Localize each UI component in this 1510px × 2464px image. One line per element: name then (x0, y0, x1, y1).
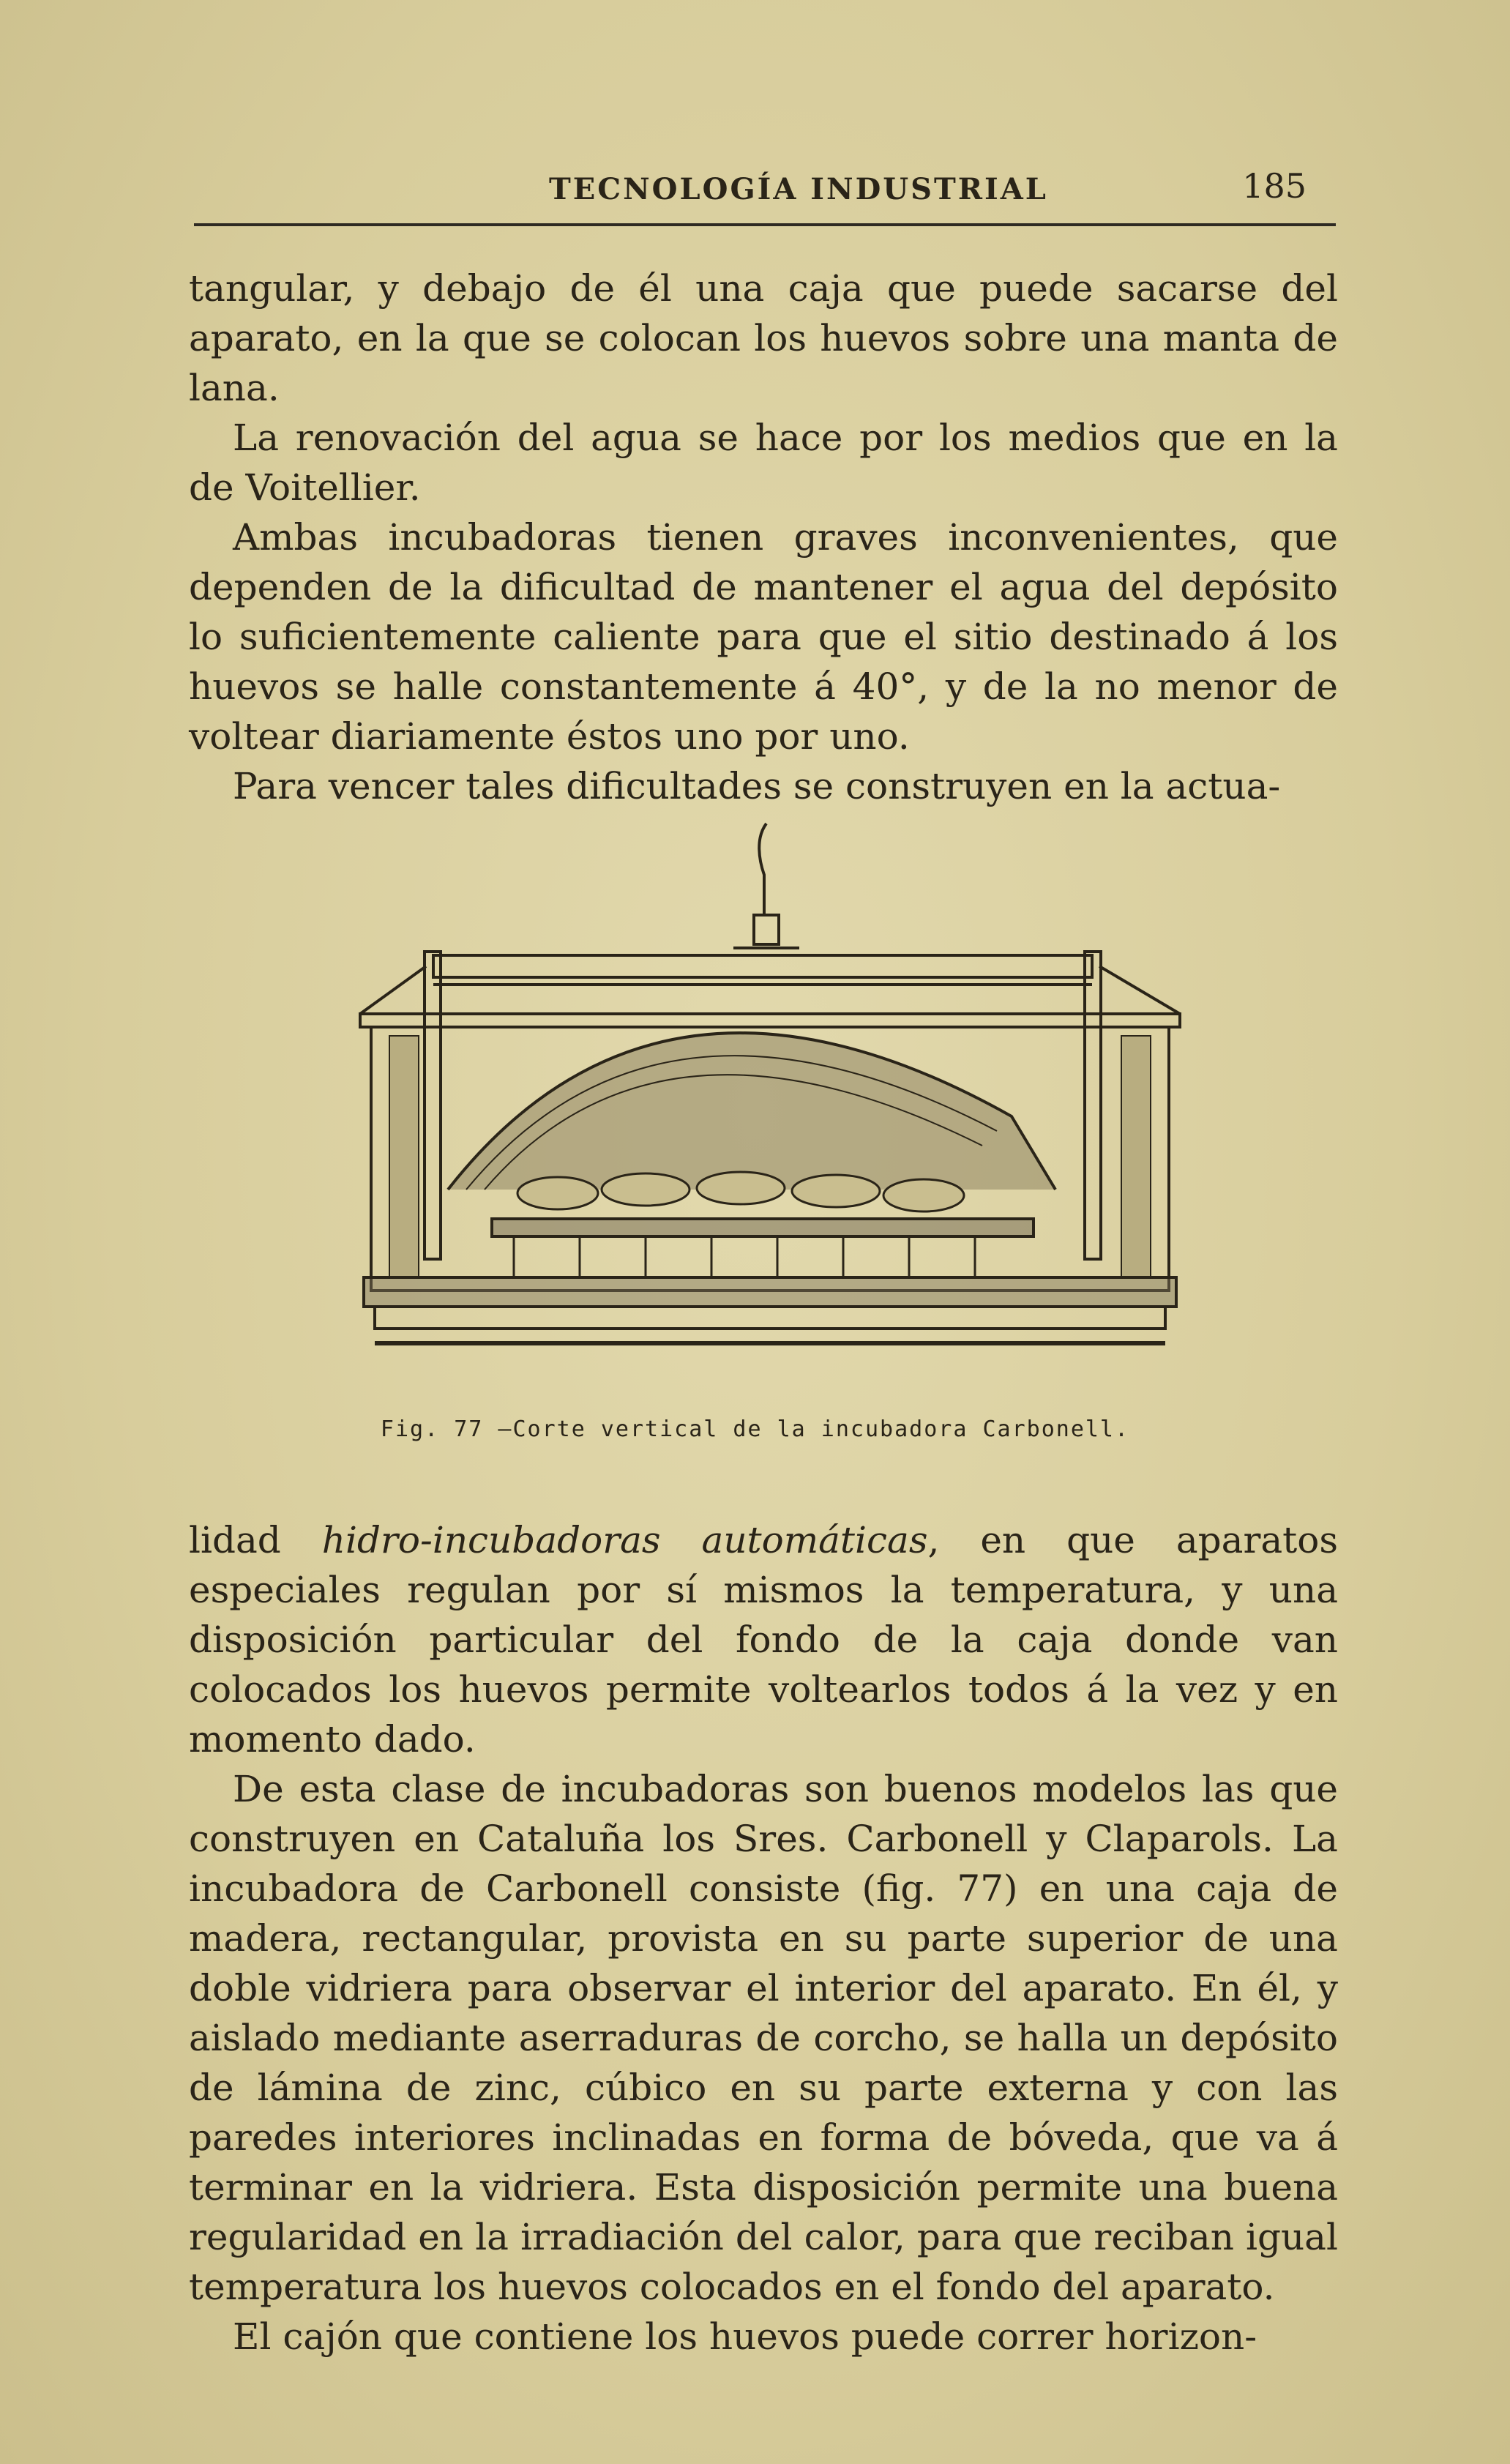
figure-caption: Fig. 77 —Corte vertical de la incubadora Carbonell. (380, 1416, 1130, 1442)
paragraph: El cajón que contiene los huevos puede correr horizon- (233, 2315, 1257, 2358)
paragraph: Ambas incubadoras tienen graves inconvenientes, que dependen de la dificultad de mantener el agua del depósito lo suficientemente caliente para que el sitio destinado á los huevos se halle constantemente á 40°, y de la no menor de voltear diariamente éstos uno por uno. (189, 516, 1338, 758)
egg (792, 1175, 880, 1207)
top-rail (433, 955, 1092, 977)
base (364, 1277, 1176, 1307)
left-post (425, 952, 441, 1259)
egg (883, 1179, 964, 1212)
paragraph-rest: , en que aparatos especiales regulan por sí mismos la temperatura, y una disposición particular del fondo de la caja donde van colocados los huevos permite voltearlos todos á la vez y en momento dado. (189, 1519, 1339, 1761)
header-title: TECNOLOGÍA INDUSTRIAL (549, 172, 1048, 206)
right-post (1085, 952, 1101, 1259)
roof-edge (360, 1014, 1180, 1027)
incubator-illustration (338, 809, 1187, 1380)
base-bottom (375, 1307, 1165, 1329)
paragraph: Para vencer tales dificultades se construyen en la actua- (233, 765, 1281, 807)
paragraph-start: lidad (189, 1519, 322, 1561)
egg (517, 1177, 598, 1209)
paragraph: La renovación del agua se hace por los medios que en la de Voitellier. (189, 417, 1338, 509)
running-header (194, 165, 1336, 226)
regulator-arm (759, 824, 766, 915)
egg (602, 1173, 689, 1206)
page-number: 185 (1242, 166, 1307, 206)
paragraph (189, 1515, 1338, 1764)
italic-term: hidro-incubadoras automáticas (321, 1519, 928, 1561)
top-text (189, 264, 1338, 811)
regulator-body (754, 915, 779, 944)
paragraph: De esta clase de incubadoras son buenos modelos las que construyen en Cataluña los Sres. Carbonell y Claparols. La incubadora de Carbonell consiste (fig. 77) en una caja de madera, rectangular, provista en su parte superior de una doble vidriera para observar el interior del aparato. En él, y aislado mediante aserraduras de corcho, se halla un depósito de lámina de zinc, cúbico en su parte externa y con las paredes interiores inclinadas en forma de bóveda, que va á terminar en la vidriera. Esta disposición permite una buena regularidad en la irradiación del calor, para que reciban igual temperatura los huevos colocados en el fondo del aparato. (189, 1768, 1338, 2308)
paragraph: tangular, y debajo de él una caja que puede sacarse del aparato, en la que se colocan los huevos sobre una manta de lana. (189, 267, 1338, 409)
bottom-text (189, 1515, 1338, 2362)
egg-tray (492, 1219, 1034, 1236)
egg (697, 1172, 785, 1204)
